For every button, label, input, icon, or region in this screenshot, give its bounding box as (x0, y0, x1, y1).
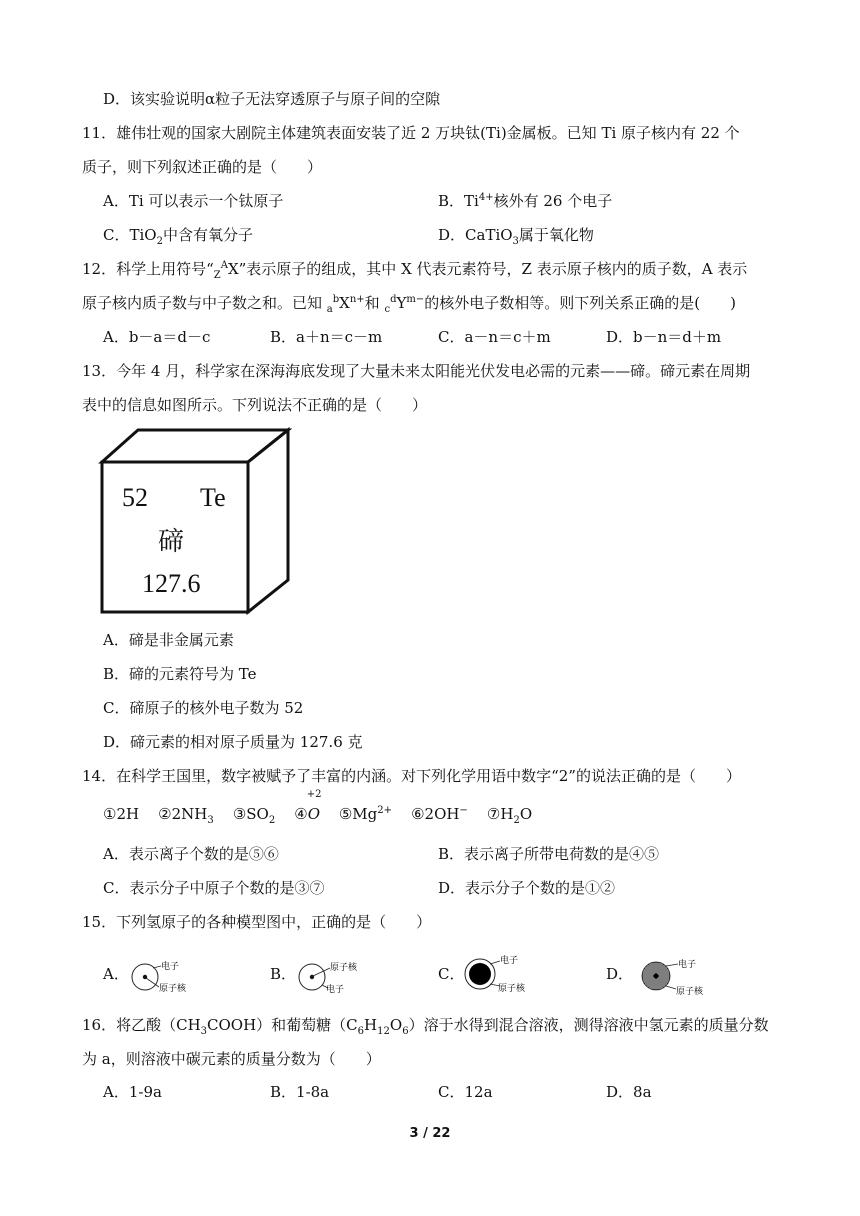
tile-atomic-number: 52 (122, 483, 148, 512)
q14-option-b: B．表示离子所带电荷数的是④⑤ (438, 845, 660, 863)
svg-text:原子核: 原子核 (676, 987, 704, 996)
atom-model-c-icon (460, 954, 540, 994)
svg-text:电子: 电子 (678, 960, 697, 970)
svg-text:原子核: 原子核 (498, 984, 526, 994)
svg-text:电子: 电子 (326, 985, 345, 994)
q13-option-d: D．碲元素的相对原子质量为 127.6 克 (103, 733, 363, 751)
q12-option-c: C．a－n＝c＋m (438, 328, 551, 346)
page-number: 3 / 22 (409, 1126, 451, 1141)
q14-option-a: A．表示离子个数的是⑤⑥ (103, 845, 279, 863)
q14-stem: 14．在科学王国里，数字被赋予了丰富的内涵。对下列化学用语中数字“2”的说法正确的是（ ） (82, 767, 741, 785)
element-tile-figure (98, 426, 292, 616)
q16-stem-line1: 16．将乙酸$(CH_3COOH)$和葡萄糖$(C_6H_{12}O_6)$溶于水得到混合溶液，测得溶液中氢元素的质量分数 (82, 1016, 769, 1037)
q15-option-b: B． 原子核 电子 (270, 960, 370, 994)
q12-option-a: A．b－a＝d－c (103, 328, 211, 346)
q16-option-a: A．1-9a (103, 1083, 162, 1101)
q16-stem-line2: 为 a，则溶液中碳元素的质量分数为（ ） (82, 1050, 381, 1068)
tile-atomic-mass: 127.6 (142, 569, 201, 598)
q15-stem: 15．下列氢原子的各种模型图中，正确的是（ ） (82, 913, 432, 931)
q16-option-b: B．1-8a (270, 1083, 330, 1101)
q16-option-d: D．8a (606, 1083, 652, 1101)
svg-text:原子核: 原子核 (159, 984, 187, 994)
q15-option-c: C． 电子 原子核 (438, 960, 548, 994)
q14-items: ①2H $②2NH_3$ $③SO_2$ ④ +2 O $⑤Mg^{2+}$ ⑥2OH− $⑦H_2O$ (103, 789, 533, 826)
q13-option-c: C．碲原子的核外电子数为 52 (103, 699, 304, 717)
tile-element-name: 碲 (158, 527, 185, 557)
q13-option-b: B．碲的元素符号为 Te (103, 665, 257, 683)
atom-model-d-icon (636, 956, 716, 996)
atom-model-a-icon (129, 960, 199, 994)
tile-symbol: Te (200, 483, 226, 512)
svg-text:原子核: 原子核 (330, 963, 358, 973)
q16-option-c: C．12a (438, 1083, 493, 1101)
q11-stem-line2: 质子，则下列叙述正确的是（ ） (82, 158, 323, 176)
q11-stem-line1: 11．雄伟壮观的国家大剧院主体建筑表面安装了近 2 万块钛(Ti)金属板。已知 Ti 原子核内有 22 个 (82, 124, 740, 142)
q11-option-c: C．TiO$_2$中含有氧分子 (103, 226, 253, 247)
q15-option-d: D． 电子 原子核 (606, 960, 716, 994)
svg-text:电子: 电子 (500, 956, 519, 966)
q10-option-d: D．该实验说明α粒子无法穿透原子与原子间的空隙 (103, 90, 441, 108)
q12-option-d: D．b－n＝d＋m (606, 328, 722, 346)
svg-text:电子: 电子 (161, 962, 180, 972)
q12-stem-line2: 原子核内质子数与中子数之和。已知 $_a^bX^{n+}$和 $_c^dY^{m-}$的核外电子数相等。则下列关系正确的是( ) (82, 294, 736, 315)
q13-option-a: A．碲是非金属元素 (103, 631, 234, 649)
q14-option-c: C．表示分子中原子个数的是③⑦ (103, 879, 325, 897)
q11-option-a: A．Ti 可以表示一个钛原子 (103, 192, 284, 210)
atom-model-b-icon (296, 960, 368, 994)
q12-option-b: B．a＋n＝c－m (270, 328, 383, 346)
q13-stem-line1: 13．今年 4 月，科学家在深海海底发现了大量未来太阳能光伏发电必需的元素——碲。碲元素在周期 (82, 362, 751, 380)
q11-option-b: B．$Ti^{4+}$核外有 26 个电子 (438, 192, 613, 210)
q15-option-a: A． 电子 原子核 (103, 960, 203, 994)
q11-option-d: D．CaTiO$_3$属于氧化物 (438, 226, 594, 247)
q12-stem-line1: 12．科学上用符号“$_Z^AX$”表示原子的组成，其中 X 代表元素符号，Z 表示原子核内的质子数，A 表示 (82, 260, 748, 281)
q13-stem-line2: 表中的信息如图所示。下列说法不正确的是（ ） (82, 396, 428, 414)
q14-option-d: D．表示分子个数的是①② (438, 879, 616, 897)
